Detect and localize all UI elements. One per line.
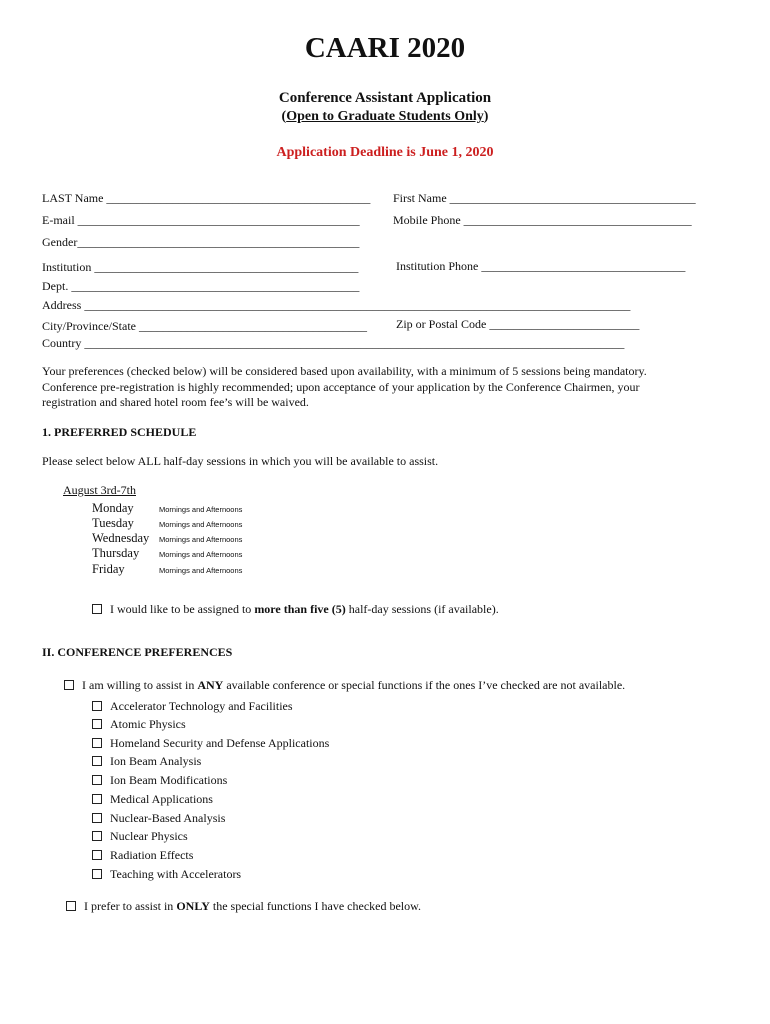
address-field[interactable]: Address ___________________________________________________________________________________________ [42, 298, 631, 312]
session-option[interactable]: Mornings and Afternoons [159, 550, 243, 559]
page-title: CAARI 2020 [304, 32, 466, 64]
more-than-five-checkbox[interactable] [92, 604, 102, 614]
email-field[interactable]: E-mail _______________________________________________ [42, 213, 360, 227]
gender-field[interactable]: Gender_______________________________________________ [42, 235, 360, 249]
conference-option: Atomic Physics [92, 717, 186, 732]
day-label: Friday [92, 562, 125, 576]
day-label: Tuesday [92, 516, 134, 530]
conference-option-checkbox[interactable] [92, 850, 102, 860]
day-label: Monday [92, 501, 134, 515]
more-than-five-option: I would like to be assigned to more than five (5) half-day sessions (if available). [92, 602, 499, 617]
conference-option-checkbox[interactable] [92, 813, 102, 823]
conference-option-checkbox[interactable] [92, 775, 102, 785]
eligibility-note: (Open to Graduate Students Only) [281, 109, 489, 124]
zip-postal-code-field[interactable]: Zip or Postal Code _________________________ [396, 317, 640, 331]
conference-option-checkbox[interactable] [92, 719, 102, 729]
conference-option-checkbox[interactable] [92, 738, 102, 748]
schedule-instruction: Please select below ALL half-day sessions in which you will be available to assist. [42, 454, 439, 468]
session-option[interactable]: Mornings and Afternoons [159, 535, 243, 544]
conference-option-checkbox[interactable] [92, 701, 102, 711]
conference-option-checkbox[interactable] [92, 869, 102, 879]
conference-option: Ion Beam Analysis [92, 754, 201, 769]
conference-option: Homeland Security and Defense Applications [92, 736, 329, 751]
preferred-schedule-heading: 1. PREFERRED SCHEDULE [42, 425, 197, 439]
conference-option: Nuclear-Based Analysis [92, 811, 225, 826]
institution-phone-field[interactable]: Institution Phone __________________________________ [396, 259, 686, 273]
day-label: Wednesday [92, 531, 150, 545]
conference-option: Accelerator Technology and Facilities [92, 699, 293, 714]
only-function-option: I prefer to assist in ONLY the special functions I have checked below. [66, 899, 421, 914]
first-name-field[interactable]: First Name _________________________________________ [393, 191, 696, 205]
country-field[interactable]: Country __________________________________________________________________________________________ [42, 336, 625, 350]
application-deadline: Application Deadline is June 1, 2020 [276, 145, 494, 160]
conference-option-checkbox[interactable] [92, 756, 102, 766]
conference-option: Medical Applications [92, 792, 213, 807]
city-province-state-field[interactable]: City/Province/State ______________________________________ [42, 319, 367, 333]
conference-option: Nuclear Physics [92, 829, 188, 844]
conference-option-checkbox[interactable] [92, 831, 102, 841]
form-subtitle: Conference Assistant Application [278, 90, 492, 106]
conference-option: Ion Beam Modifications [92, 773, 227, 788]
conference-option-checkbox[interactable] [92, 794, 102, 804]
day-label: Thursday [92, 546, 140, 560]
institution-field[interactable]: Institution ____________________________________________ [42, 260, 359, 274]
any-function-option: I am willing to assist in ANY available conference or special functions if the ones I’ve checked are not available. [64, 678, 625, 693]
dept-field[interactable]: Dept. ________________________________________________ [42, 279, 360, 293]
session-option[interactable]: Mornings and Afternoons [159, 520, 243, 529]
only-function-checkbox[interactable] [66, 901, 76, 911]
last-name-field[interactable]: LAST Name ____________________________________________ [42, 191, 371, 205]
session-option[interactable]: Mornings and Afternoons [159, 505, 243, 514]
session-option[interactable]: Mornings and Afternoons [159, 566, 243, 575]
conference-option: Teaching with Accelerators [92, 867, 241, 882]
conference-preferences-heading: II. CONFERENCE PREFERENCES [42, 645, 233, 659]
mobile-phone-field[interactable]: Mobile Phone ______________________________________ [393, 213, 692, 227]
intro-paragraph: Your preferences (checked below) will be considered based upon availability, with a minimum of 5 sessions being mandatory. Conference pre-registration is highly recommended; upon acceptance of your application by the Conference Chairmen, your registration and shared hotel room fee’s will be waived. [42, 364, 647, 409]
conference-option: Radiation Effects [92, 848, 193, 863]
any-function-checkbox[interactable] [64, 680, 74, 690]
date-range: August 3rd-7th [63, 483, 136, 497]
